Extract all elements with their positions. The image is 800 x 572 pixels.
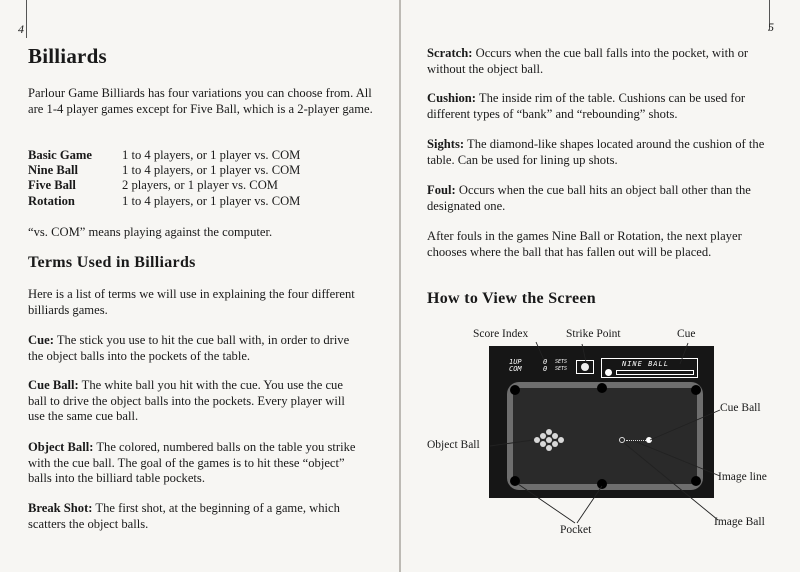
term-foul: Foul: Occurs when the cue ball hits an object ball other than the designated one. [427, 183, 751, 213]
page-title: Billiards [28, 44, 107, 68]
hud-sets-label: SETS [555, 366, 568, 372]
vs-com-note: “vs. COM” means playing against the computer. [28, 225, 273, 239]
strike-point-ball-icon [581, 363, 589, 371]
term-object-ball: Object Ball: The colored, numbered balls on the table you strike with the cue ball. The goal of the games is to hit these “object” balls into the billiard table pockets. [28, 440, 356, 485]
crop-mark [26, 0, 27, 38]
object-ball [552, 433, 558, 439]
label-object-ball: Object Ball [427, 439, 480, 451]
label-image-line: Image line [718, 471, 767, 483]
terms-heading: Terms Used in Billiards [28, 254, 196, 271]
game-name: NINE BALL [622, 360, 669, 368]
object-ball [546, 429, 552, 435]
hud-score-2: 0 [543, 365, 548, 373]
term-cue-ball: Cue Ball: The white ball you hit with the cue. You use the cue ball to drive the object balls into the pockets. Every player will use the same cue ball. [28, 378, 345, 423]
image-line [626, 440, 646, 441]
object-ball [546, 445, 552, 451]
hud-player-2: COM [509, 365, 522, 373]
cue-power-bar [616, 370, 694, 375]
label-image-ball: Image Ball [714, 516, 765, 528]
variations-table [28, 148, 300, 209]
term-break-shot: Break Shot: The first shot, at the beginning of a game, which scatters the object balls. [28, 501, 340, 531]
label-score-index: Score Index [473, 328, 529, 340]
cue-ball-icon [605, 369, 612, 376]
cue-ball [646, 437, 652, 443]
strike-point-box [576, 360, 594, 374]
page-number: 4 [18, 22, 24, 36]
term-scratch: Scratch: Occurs when the cue ball falls into the pocket, with or without the object ball. [427, 46, 749, 76]
pocket-icon [597, 479, 607, 489]
game-name-box [601, 358, 698, 378]
hud-sets-label: SETS [555, 359, 568, 365]
pocket-icon [597, 383, 607, 393]
label-pocket: Pocket [560, 524, 592, 536]
screen-heading: How to View the Screen [427, 290, 596, 307]
fouls-note: After fouls in the games Nine Ball or Rotation, the next player chooses where the ball that has fallen out will be placed. [427, 229, 742, 259]
object-ball [540, 441, 546, 447]
object-ball [558, 437, 564, 443]
term-cushion: Cushion: The inside rim of the table. Cushions can be used for different types of “bank” and “rebounding” shots. [427, 91, 746, 121]
pocket-icon [691, 476, 701, 486]
label-cue-ball: Cue Ball [720, 402, 761, 414]
left-page [0, 0, 399, 572]
hud-player-1: 1UP [509, 358, 522, 366]
pocket-icon [510, 385, 520, 395]
intro-paragraph: Parlour Game Billiards has four variations you can choose from. All are 1-4 player games except for Five Ball, which is a 2-player game. [28, 86, 373, 116]
object-ball [540, 433, 546, 439]
variation-row: Basic Game 1 to 4 players, or 1 player vs. COM [28, 148, 301, 162]
page-number: 5 [768, 20, 774, 34]
pocket-icon [510, 476, 520, 486]
term-sights: Sights: The diamond-like shapes located around the cushion of the table. Can be used for lining up shots. [427, 137, 765, 167]
label-strike-point: Strike Point [566, 328, 621, 340]
pocket-icon [691, 385, 701, 395]
term-cue: Cue: The stick you use to hit the cue ball with, in order to drive the object balls into the pockets of the table. [28, 333, 350, 363]
variation-row: Rotation 1 to 4 players, or 1 player vs. COM [28, 193, 301, 208]
hud-bar [489, 346, 714, 382]
terms-intro: Here is a list of terms we will use in explaining the four different billiards games. [28, 287, 355, 317]
object-ball [552, 441, 558, 447]
object-ball [534, 437, 540, 443]
hud-score-1: 0 [543, 358, 548, 366]
image-ball [619, 437, 625, 443]
variation-row: Nine Ball 1 to 4 players, or 1 player vs. COM [28, 163, 301, 178]
variation-row: Five Ball 2 players, or 1 player vs. COM [28, 178, 278, 193]
object-ball [546, 437, 552, 443]
label-cue: Cue [677, 328, 696, 340]
